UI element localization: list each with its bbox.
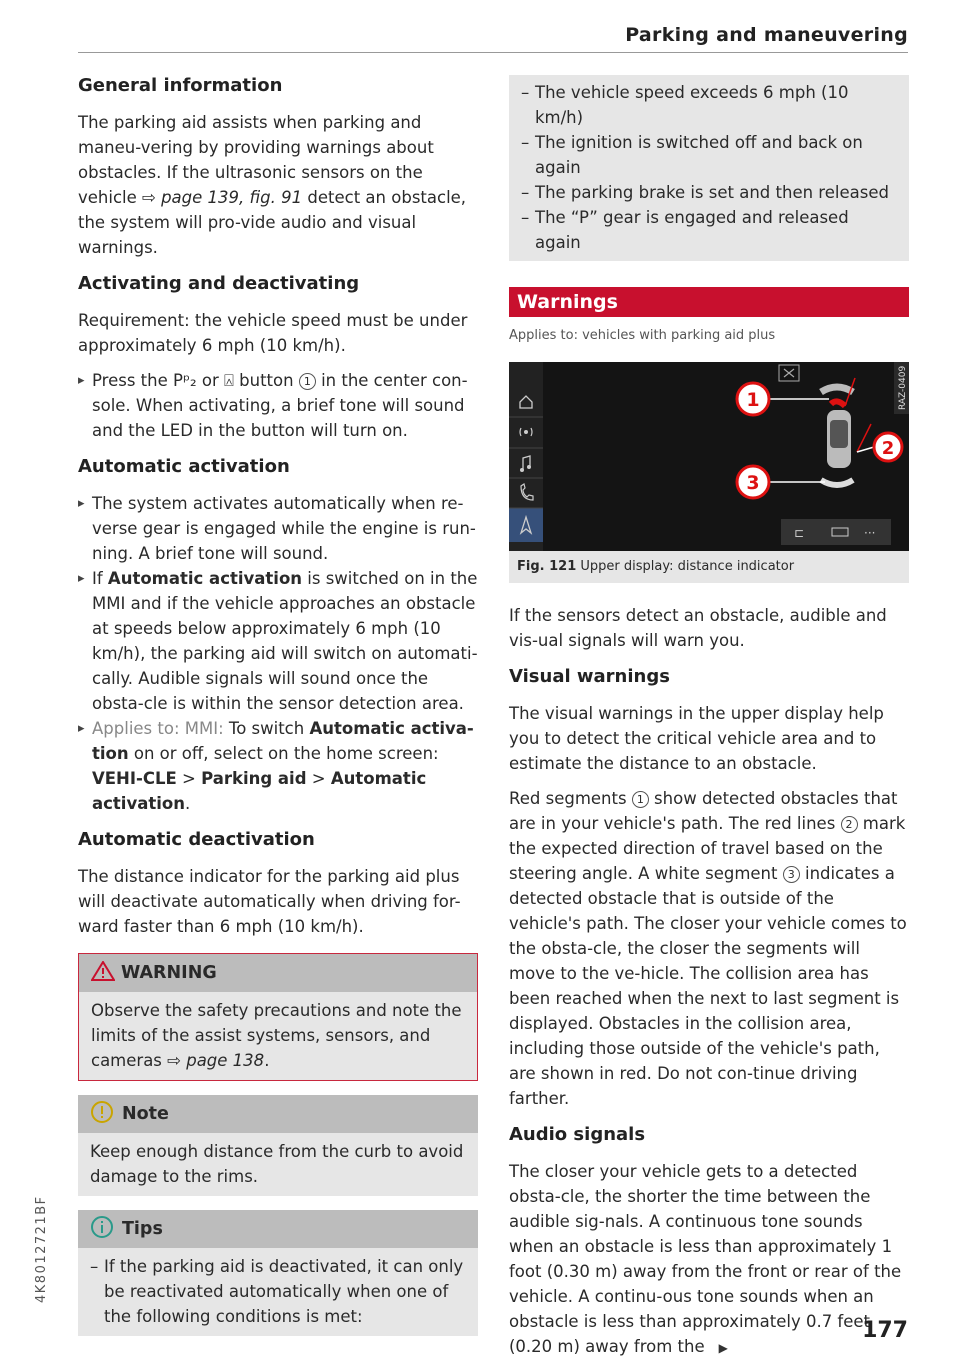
page-reference[interactable]: ⇨ page 139, fig. 91 <box>142 188 303 207</box>
left-column <box>78 72 478 1336</box>
callout-3-marker <box>737 466 769 498</box>
warning-header: WARNING <box>79 954 477 992</box>
callout-1-marker <box>737 383 769 415</box>
page-number: 177 <box>862 1318 908 1343</box>
note-body: Keep enough distance from the curb to avoid damage to the rims. <box>78 1133 478 1196</box>
general-paragraph: The parking aid assists when parking and maneu-vering by providing warnings about obstacles. If the ultrasonic sensors on the vehicle ⇨ page 139, fig. 91 detect an obstacle, the system will pro-vide audio and visual warnings. <box>78 113 467 257</box>
callout-3: 3 <box>783 866 800 883</box>
section-heading-audio: Audio signals <box>509 1124 646 1145</box>
info-icon <box>90 1215 114 1239</box>
audio-paragraph: The closer your vehicle gets to a detected obsta-cle, the shorter the time between the audible sig-nals. A continuous tone sounds when an obstacle is less than approximately 1 foot (0.30 m) away from the front or rear of the vehicle. A continu-ous tone sounds when an obstacle is less than approximately 0.7 feet (0.20 m) away from the ▶ <box>509 1162 902 1356</box>
auto-activation-list <box>78 491 478 816</box>
activating-steps <box>78 368 478 443</box>
conditions-box <box>509 75 909 261</box>
warning-triangle-icon <box>91 961 115 981</box>
svg-text:⊏: ⊏ <box>794 526 805 540</box>
warnings-section-bar: Warnings <box>509 287 909 317</box>
page-reference[interactable]: ⇨ page 138 <box>167 1051 265 1070</box>
list-item: – If the parking aid is deactivated, it can only be reactivated automatically when one of the following conditions is met: <box>76 1254 466 1329</box>
warnings-intro: If the sensors detect an obstacle, audible and vis-ual signals will warn you. <box>509 606 887 650</box>
applies-to: Applies to: vehicles with parking aid plus <box>509 328 776 343</box>
svg-text:RAZ-0409: RAZ-0409 <box>898 365 908 410</box>
figure-121 <box>509 362 909 583</box>
callout-1: 1 <box>632 791 649 808</box>
distance-indicator-illustration <box>509 362 909 551</box>
warning-box <box>78 953 478 1081</box>
figure-caption: Fig. 121 Upper display: distance indicator <box>517 559 795 574</box>
callout-1: 1 <box>299 373 316 390</box>
callout-2: 2 <box>841 816 858 833</box>
section-heading-auto-deactivation: Automatic deactivation <box>78 829 315 850</box>
callout-2-marker <box>874 433 902 461</box>
deactivation-paragraph: The distance indicator for the parking aid plus will deactivate automatically when driving for-ward faster than 6 mph (10 km/h). <box>78 867 461 936</box>
svg-text:2: 2 <box>881 438 895 459</box>
section-heading-visual: Visual warnings <box>509 666 670 687</box>
continue-arrow-icon: ▶ <box>718 1341 728 1355</box>
section-heading-auto-activation: Automatic activation <box>78 456 290 477</box>
parking-button-icons: Pᵖ₂ or ⍓ <box>173 371 234 390</box>
tips-body <box>78 1248 478 1336</box>
note-box <box>78 1095 478 1196</box>
visual-paragraph-2: Red segments 1 show detected obstacles that are in your vehicle's path. The red lines 2 mark the expected direction of travel based on the steering angle. A white segment 3 indicates a detected obstacle that is outside of the vehicle's path. The closer your vehicle comes to the obsta-cle, the closer the segments will move to the ve-hicle. The collision area has been reached when the next to last segment is displayed. Obstacles in the collision area, including those outside of the vehicle's path, are shown in red. Do not con-tinue driving farther. <box>509 789 907 1108</box>
list-item: – The ignition is switched off and back on again <box>507 130 897 180</box>
running-header: Parking and maneuvering <box>625 24 908 46</box>
svg-text:3: 3 <box>746 472 760 494</box>
right-column <box>509 72 909 1371</box>
visual-paragraph-1: The visual warnings in the upper display help you to detect the critical vehicle area and to estimate the distance to an obstacle. <box>509 704 884 773</box>
section-heading-general: General information <box>78 75 283 96</box>
list-item: – The parking brake is set and then released <box>507 180 897 205</box>
note-exclamation-icon <box>90 1100 114 1124</box>
list-item: ▸ Applies to: MMI: To switch Automatic activa-tion on or off, select on the home screen: VEHI-CLE > Parking aid > Automatic activation. <box>78 716 478 816</box>
activating-requirement: Requirement: the vehicle speed must be under approximately 6 mph (10 km/h). <box>78 311 468 355</box>
svg-text:···: ··· <box>864 526 876 540</box>
section-heading-activating: Activating and deactivating <box>78 273 360 294</box>
warning-body: Observe the safety precautions and note the limits of the assist systems, sensors, and cameras ⇨ page 138. <box>79 992 477 1080</box>
svg-text:1: 1 <box>746 389 760 411</box>
list-item: ▸ The system activates automatically when re-verse gear is engaged while the engine is run-ning. A brief tone will sound. <box>78 491 478 566</box>
list-item: ▸ Press the Pᵖ₂ or ⍓ button 1 in the center con-sole. When activating, a brief tone will sound and the LED in the button will turn on. <box>78 368 478 443</box>
document-code: 4K8012721BF <box>34 1195 49 1303</box>
tips-box <box>78 1210 478 1336</box>
list-item: – The “P” gear is engaged and released again <box>507 205 897 255</box>
header-rule <box>78 52 908 53</box>
list-item: – The vehicle speed exceeds 6 mph (10 km/h) <box>507 80 897 130</box>
tips-header: Tips <box>78 1210 478 1248</box>
list-item: ▸ If Automatic activation is switched on in the MMI and if the vehicle approaches an obstacle at speeds below approximately 6 mph (10 km/h), the parking aid will switch on automati-cally. Audible signals will sound once the obsta-cle is within the sensor detection area. <box>78 566 478 716</box>
note-header: Note <box>78 1095 478 1133</box>
